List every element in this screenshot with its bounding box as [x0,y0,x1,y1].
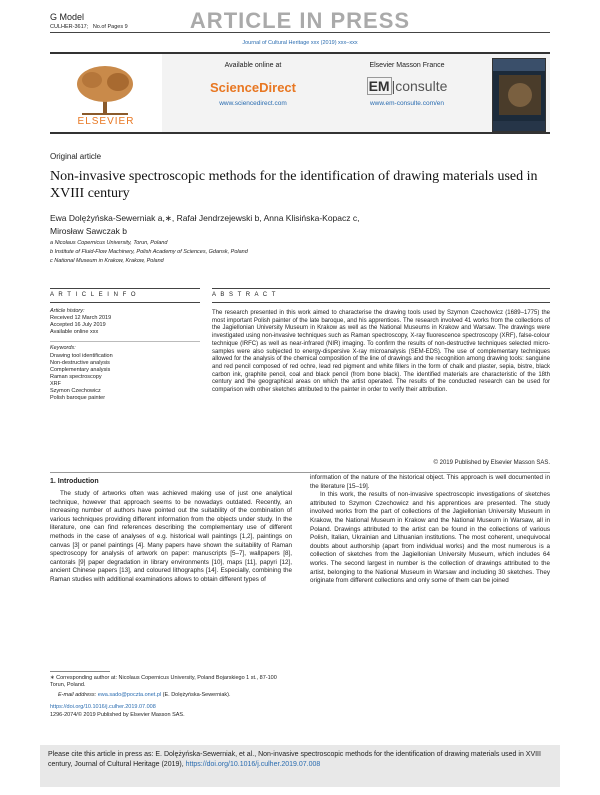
received-date: Received 12 March 2019 [50,315,112,321]
culher-code: CULHER-3617; [50,24,89,30]
journal-link[interactable]: Journal of Cultural Heritage xxx (2019) xxx–xxx [242,40,358,46]
info-rule-2 [50,302,200,303]
corresponding-author-note: ∗ Corresponding author at: Nicolaus Copernicus University, Poland Bojarskiego 1 st., 87-100 Torun, Poland. [50,675,277,688]
keyword-item: Drawing tool identification [50,353,113,359]
affiliation-a: a Nicolaus Copernicus University, Torun, Poland [50,240,168,246]
intro-paragraph-1: The study of artworks often was achieved making use of just one analytical technique, however that approach seems to be nowadays outdated. Recently, an increasing number of authors have pointed out the suitability of the combination of various techniques providing different information from the objects under study. In the literature, one can find references describing the complementary use of different methods in the case of analyses of e.g. historical wall paintings [1,2], paintings on canvas [3] or panel paintings [4]. Many papers have shown the suitability of Raman spectroscopy for analysis of artwork on paper: manuscripts [5–7], wallpapers [8], cantorals [9] paper degradation in library environments [10], maps [11], papyri [12], ancient Chinese papers [13], and coloured lithographs [14]. Especially, combining the Raman studies with additional examinations allows to obtain different types of [50,490,292,583]
journal-cover-thumbnail[interactable] [492,58,546,132]
keyword-item: XRF [50,381,61,387]
affiliation-b: b Institute of Fluid-Flow Machinery, Polish Academy of Sciences, Gdansk, Poland [50,249,248,255]
citation-box [40,745,560,787]
em-consulte-logo[interactable]: EM |consulte [368,78,448,94]
elsevier-masson-label: Elsevier Masson France [369,62,445,69]
citation-text: Please cite this article in press as: E. Dolężyńska-Sewerniak, et al., Non-invasive spectroscopic methods for the identification of drawing materials used in XVIII century, Journal of Cultural Heritage (2019), [48,751,541,768]
authors-line-1[interactable]: Ewa Dolężyńska-Sewerniak a,∗, Rafał Jendrzejewski b, Anna Klisińska-Kopacz c, [50,213,360,223]
email-owner: (E. Dolężyńska-Sewerniak). [162,692,231,698]
em-consulte-link[interactable]: www.em-consulte.com/en [369,100,445,107]
elsevier-wordmark: ELSEVIER [77,116,135,127]
citation-doi-link[interactable]: https://doi.org/10.1016/j.culher.2019.07.008 [185,761,321,768]
intro-paragraph-2: In this work, the results of non-invasive spectroscopic investigations of sketches attributed to Szymon Czechowicz and his apprentices are presented. The study involved works from the part of collections of the Jagiellonian University Museum in Krakow, the National Museum in Krakow and the National Museum in Warsaw, all in Poland. Drawings attributed to the artist can be found in the collections of various Polish, Italian, Ukrainian and Lithuanian institutions. The most coherent, unequivocal doubts about authorship (apart from individual works) and the most numerous is a collection of sketches from the Jagiellonian University Museum, which includes 64 works. The second largest in number is the collection of drawings attributed to the artist, belonging to the National Museum in Warsaw and including 30 sketches. They originate from different collections and only some of them can be joined [310,491,550,585]
keyword-item: Raman spectroscopy [50,374,102,380]
introduction-heading: 1. Introduction [50,478,99,485]
info-rule [50,288,200,289]
em-mark: EM [368,78,390,94]
intro-paragraph-cont: information of the nature of the historical object. This approach is well documented in the literature [15–19]. [310,474,550,490]
keyword-item: Szymon Czechowicz [50,388,101,394]
keyword-item: Complementary analysis [50,367,111,373]
online-date: Available online xxx [50,329,99,335]
keywords-rule [50,341,200,342]
abstract-rule [212,288,550,289]
sciencedirect-logo[interactable]: ScienceDirect [210,80,296,95]
consulte-word: consulte [395,78,448,94]
email-label: E-mail address: [58,692,97,698]
elsevier-tree-icon [70,62,140,118]
publisher-banner [50,52,550,134]
history-label: Article history: [50,308,85,314]
article-info-heading: A R T I C L E I N F O [50,292,138,298]
keyword-item: Polish baroque painter [50,395,106,401]
abstract-heading: A B S T R A C T [212,292,277,298]
affiliation-c: c National Museum in Krakow, Krakow, Poland [50,258,164,264]
article-title: Non-invasive spectroscopic methods for the identification of drawing materials used in XVIII century [50,169,538,201]
available-online-label: Available online at [224,62,282,69]
accepted-date: Accepted 16 July 2019 [50,322,106,328]
abstract-text: The research presented in this work aimed to characterise the drawing tools used by Szymon Czechowicz (1689–1775) the most important Polish painter of the late baroque, and his apprentices. The research involved 41 works from the collections of the Jagiellonian University Museum in Krakow as well as the National Museums in Krakow and Warsaw. The drawings were investigated using non-invasive techniques such as Raman spectroscopy, X-ray fluorescence spectroscopy (XRF), false-colour technique (IRFC) as well as near-infrared (NIR) imaging. To confirm the results of non-destructive techniques selected micro-samples were also subjected to energy-dispersive X-ray microanalysis (SEM-EDS). The use of complementary techniques allowed for the analysis of the chemical composition of the line of drawings and the recognition among drawing tools: sanguine and red pencil composed of red ochre, lead red pigment and white fillers in the form of chalk and plaster, sepia, bistre, black carbon ink, graphite pencil, coal and black pencil (from bone black). The identified materials are characteristic of the 18th century and the geographical areas on which the artist operated. The results of the conducted research can be used for comparison with other sketches attributed to the painter in order to verify their attribution. [212,310,550,394]
email-note [50,692,292,699]
page-count: No.of Pages 9 [92,24,128,30]
authors-line-2[interactable]: Mirosław Sawczak b [50,226,127,236]
elsevier-logo [50,54,162,132]
email-link[interactable]: ewa.sado@poczta.onet.pl [97,692,162,698]
sciencedirect-link[interactable]: www.sciencedirect.com [219,100,287,107]
top-rule [50,32,550,33]
keywords-label: Keywords: [50,345,76,351]
author-list [50,212,550,238]
abstract-rule-2 [212,302,550,303]
intro-right-column [310,474,550,586]
article-type: Original article [50,152,102,161]
intro-left-column [50,490,292,585]
keyword-item: Non-destructive analysis [50,360,110,366]
abstract-copyright: © 2019 Published by Elsevier Masson SAS. [433,460,550,466]
doi-link[interactable]: https://doi.org/10.1016/j.culher.2019.07.008 [50,704,156,710]
body-rule [50,472,550,473]
g-model-label: G Model [50,12,85,22]
footnote-rule [50,671,110,672]
issn-line: 1296-2074/© 2019 Published by Elsevier Masson SAS. [50,712,185,718]
article-in-press-banner: ARTICLE IN PRESS [189,8,411,33]
